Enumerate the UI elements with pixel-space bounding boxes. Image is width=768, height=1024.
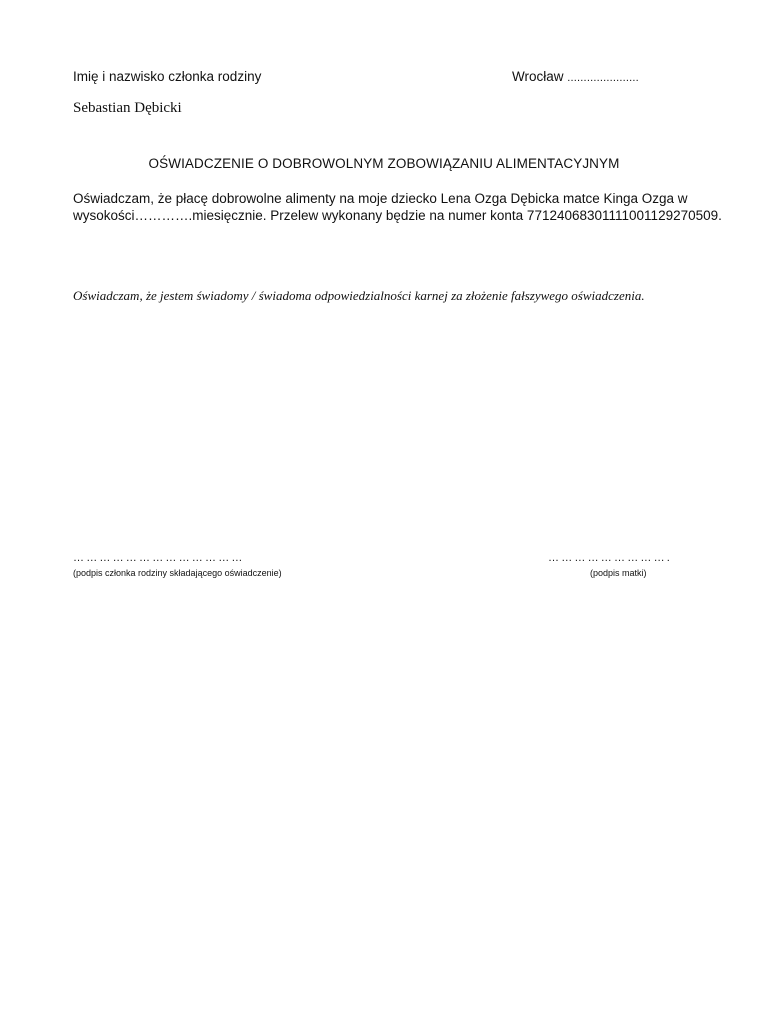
place-date-line (512, 69, 639, 84)
mother-signature-line: ………………………. (548, 552, 673, 564)
member-signature-label: (podpis członka rodziny składającego oświadczenie) (73, 568, 282, 578)
mother-signature-label: (podpis matki) (590, 568, 647, 578)
city-name: Wrocław (512, 69, 564, 84)
paragraph-line-2: wysokości………….miesięcznie. Przelew wykonany będzie na numer konta 77124068301111001129270509. (73, 208, 722, 223)
liability-statement: Oświadczam, że jestem świadomy / świadoma odpowiedzialności karnej za złożenie fałszywego oświadczenia. (73, 288, 645, 303)
paragraph-line-1: Oświadczam, że płacę dobrowolne alimenty na moje dziecko Lena Ozga Dębicka matce Kinga Ozga w (73, 191, 688, 206)
person-name: Sebastian Dębicki (73, 100, 182, 116)
document-title: OŚWIADCZENIE O DOBROWOLNYM ZOBOWIĄZANIU ALIMENTACYJNYM (148, 156, 620, 171)
date-placeholder-dots: ...................... (567, 72, 639, 84)
member-signature-line: ………………………………… (73, 552, 245, 564)
declaration-paragraph (73, 190, 722, 224)
name-field-label: Imię i nazwisko członka rodziny (73, 69, 262, 84)
